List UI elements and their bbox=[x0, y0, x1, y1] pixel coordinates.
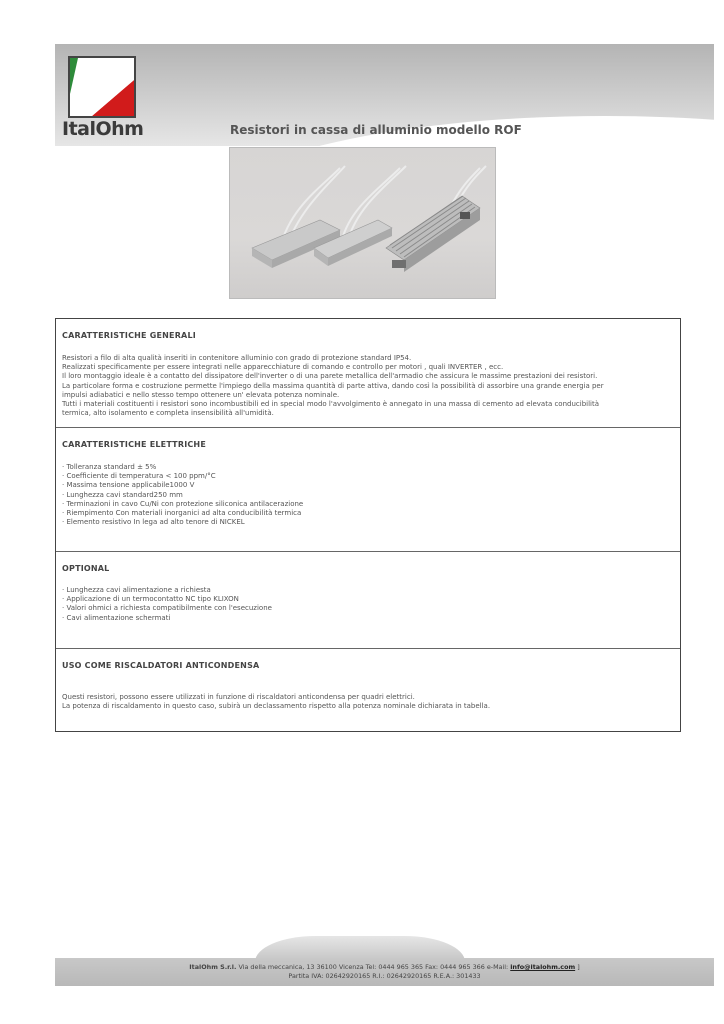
section-title-elettriche: CARATTERISTICHE ELETTRICHE bbox=[62, 440, 206, 449]
generali-line: Resistori a filo di alta qualità inseriti in contenitore alluminio con grado di protezione standard IP54. bbox=[62, 354, 412, 362]
italohm-logo-icon bbox=[68, 56, 136, 118]
product-photo bbox=[229, 147, 496, 299]
section-title-optional: OPTIONAL bbox=[62, 564, 110, 573]
generali-line: Tutti i materiali costituenti i resistori sono incombustibili ed in special modo l'avvolgimento è annegato in una massa di cemento ad elevata conducibilità bbox=[62, 400, 600, 409]
elettriche-item: · Tolleranza standard ± 5% bbox=[62, 463, 157, 471]
footer-email-link[interactable]: info@italohm.com bbox=[510, 963, 576, 971]
section-title-riscaldatori: USO COME RISCALDATORI ANTICONDENSA bbox=[62, 661, 260, 670]
elettriche-item: · Lunghezza cavi standard250 mm bbox=[62, 490, 183, 499]
footer-tab bbox=[255, 936, 465, 962]
elettriche-item: · Massima tensione applicabile1000 V bbox=[62, 481, 195, 490]
section-title-generali: CARATTERISTICHE GENERALI bbox=[62, 331, 196, 340]
riscaldatori-line: La potenza di riscaldamento in questo caso, subirà un declassamento rispetto alla potenza nominale dichiarata in tabella. bbox=[62, 702, 491, 711]
footer-company: ItalOhm S.r.l. bbox=[189, 963, 237, 971]
elettriche-item: · Coefficiente di temperatura < 100 ppm/°C bbox=[62, 472, 216, 481]
section-riscaldatori bbox=[56, 649, 680, 731]
elettriche-item: · Terminazioni in cavo Cu/Ni con protezione siliconica antilacerazione bbox=[62, 499, 304, 508]
elettriche-item: · Elemento resistivo In lega ad alto tenore di NICKEL bbox=[62, 518, 245, 527]
footer-email-suffix: ] bbox=[575, 963, 580, 971]
optional-item: · Lunghezza cavi alimentazione a richiesta bbox=[62, 586, 211, 594]
optional-item: · Applicazione di un termocontatto NC tipo KLIXON bbox=[62, 595, 239, 604]
elettriche-item: · Riempimento Con materiali inorganici ad alta conducibilità termica bbox=[62, 509, 302, 518]
generali-line: termica, alto isolamento e completa insensibilità all'umidità. bbox=[62, 409, 274, 418]
page-title: Resistori in cassa di alluminio modello ROF bbox=[230, 123, 522, 137]
content-box bbox=[55, 318, 681, 732]
riscaldatori-line: Questi resistori, possono essere utilizzati in funzione di riscaldatori anticondensa per quadri elettrici. bbox=[62, 693, 415, 701]
generali-line: La particolare forma e costruzione permette l'impiego della massima quantità di parte attiva, dando così la possibilità di assorbire una grande energia per bbox=[62, 381, 604, 390]
section-generali bbox=[56, 319, 680, 428]
optional-item: · Valori ohmici a richiesta compatibilmente con l'esecuzione bbox=[62, 604, 272, 613]
optional-item: · Cavi alimentazione schermati bbox=[62, 613, 171, 622]
footer-address: Via della meccanica, 13 36100 Vicenza Tel: 0444 965 365 Fax: 0444 965 366 e-Mail: bbox=[236, 963, 511, 971]
generali-line: impulsi adiabatici e nello stesso tempo ottenere un' elevata potenza nominale. bbox=[62, 390, 340, 399]
section-elettriche bbox=[56, 428, 680, 552]
footer-line2: Partita IVA: 02642920165 R.I.: 02642920165 R.E.A.: 301433 bbox=[288, 971, 481, 980]
section-optional bbox=[56, 552, 680, 649]
generali-line: Il loro montaggio ideale è a contatto del dissipatore dell'inverter o di una parete metallica dell'armadio che assicura le massime prestazioni dei resistori. bbox=[62, 372, 598, 381]
footer-text bbox=[55, 963, 714, 980]
brand-name: ItalOhm bbox=[62, 118, 144, 140]
generali-line: Realizzati specificamente per essere integrati nelle apparecchiature di comando e controllo per motori , quali INVERTER , ecc. bbox=[62, 363, 504, 372]
